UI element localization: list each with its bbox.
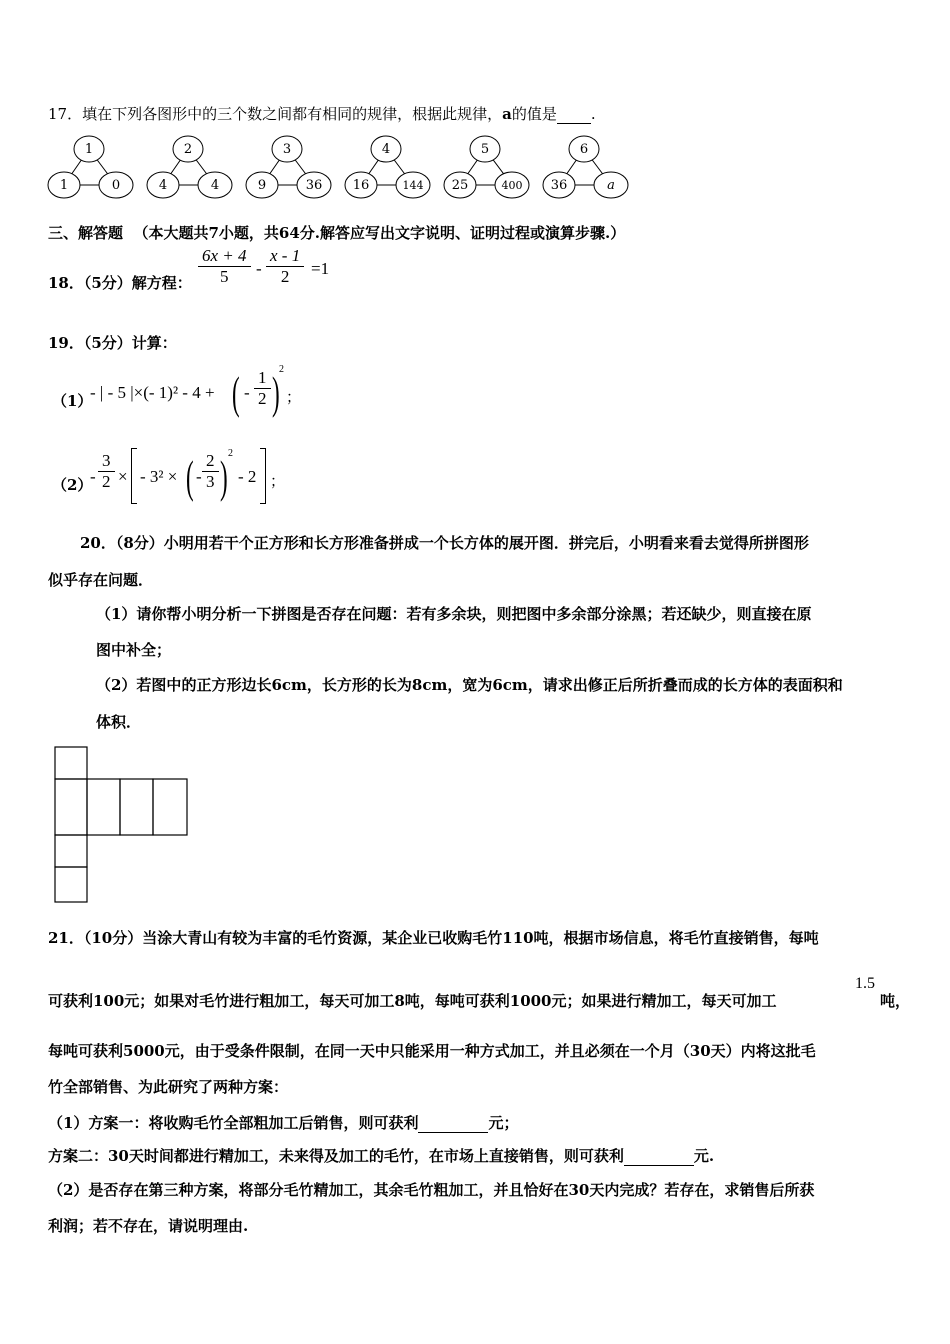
q21-plan1: （1）方案一：将收购毛竹全部粗加工后销售，则可获利 元； [48,1114,519,1132]
q20-part1-line1: （1）请你帮小明分析一下拼图是否存在问题：若有多余块，则把图中多余部分涂黑；若还缺少，则直接在原 [96,605,812,623]
q21-rate-number: 1.5 [855,975,875,992]
q17-text: 17．填在下列各图形中的三个数之间都有相同的规律，根据此规律，a的值是 . [48,105,596,123]
q17-answer-blank [557,105,591,124]
q21-plan2: 方案二：30天时间都进行精加工，未来得及加工的毛竹，在市场上直接销售，则可获利 元. [48,1147,715,1165]
q21-part2-line2: 利润；若不存在，请说明理由. [48,1217,249,1235]
q19-part1-expr: - | - 5 |×(- 1)² - 4 + [90,383,215,402]
q17-node-top-label: 1 [84,142,94,157]
q17-node-top-label: 5 [480,142,490,157]
q20-part2-line1: （2）若图中的正方形边长6cm，长方形的长为8cm，宽为6cm，请求出修正后所折叠而成的长方体的表面积和 [96,676,843,694]
q19-part2-inner: - 3² × [140,467,178,486]
q17-node-top-label: 4 [381,142,391,157]
q17-node-left-label: 1 [59,178,69,193]
q19-label: 19．（5分）计算： [48,334,177,352]
q19-part2-label: （2） [52,476,93,494]
q17-node-right-label: 144 [402,179,424,192]
q21-part2-line1: （2）是否存在第三种方案，将部分毛竹精加工，其余毛竹粗加工，并且恰好在30天内完成？若存在，求销售后所获 [48,1181,815,1199]
q21-line2-end: 吨， [880,992,911,1010]
q17-node-left-label: 9 [257,178,267,193]
q17-node-left-label: 36 [550,178,568,193]
q17-node-top-label: 3 [282,142,292,157]
q19-part2-inner-sign: - [196,467,202,486]
q19-part2-lparen: ( [186,451,194,502]
q19-part2-fraction-2: $\frac{2}{3}$ [202,451,219,492]
net-rect-2 [120,779,153,835]
q17-node-right-label: 0 [111,178,121,193]
net-rect-3 [153,779,187,835]
q17-node-left-label: 4 [158,178,168,193]
q19-part1-fraction: $\frac{1}{2}$ [254,368,271,409]
q17-triangle [246,136,331,198]
q19-part2-rparen: ) [220,451,228,502]
q17-node-right-label: a [607,178,615,193]
q17-triangle [345,136,430,198]
q21-line2: 可获利100元；如果对毛竹进行粗加工，每天可加工8吨，每吨可获利1000元；如果进行精加工，每天可加工 [48,992,777,1010]
q17-node-right-label: 400 [501,179,523,192]
q20-line2: 似乎存在问题． [48,571,154,589]
q19-part1-exponent: 2 [279,364,284,375]
q17-node-left-label: 16 [352,178,370,193]
q19-part1-lparen: ( [232,367,240,418]
net-rect-1 [87,779,120,835]
section3-heading: 三、解答题 （本大题共7小题，共64分.解答应写出文字说明、证明过程或演算步骤.） [48,224,626,242]
q17-node-top-label: 6 [579,142,589,157]
q19-part2-times: × [118,467,128,486]
q18-rhs: =1 [311,259,330,278]
q19-part2-end: ； [270,474,286,490]
q19-part2-exponent: 2 [228,448,233,459]
q17-triangle [48,136,133,198]
q19-part2-fraction-1: $\frac{3}{2}$ [98,451,115,492]
q21-line3: 每吨可获利5000元，由于受条件限制，在同一天中只能采用一种方式加工，并且必须在一个月（30天）内将这批毛 [48,1042,816,1060]
net-square-top [55,747,87,779]
q19-part1-end: ； [286,390,302,406]
q19-part1-inner-sign: - [244,383,250,402]
q21-plan1-blank [418,1114,488,1133]
net-rect-left [55,779,87,835]
q21-line1: 21．（10分）当涂大青山有较为丰富的毛竹资源，某企业已收购毛竹110吨，根据市场信息，将毛竹直接销售，每吨 [48,929,819,947]
q17-node-right-label: 36 [305,178,323,193]
q19-part1-label: （1） [52,392,93,410]
q21-plan2-blank [624,1147,694,1166]
q18-minus: - [256,259,262,278]
q18-fraction-1: $\frac{6x + 4}{5}$ [198,246,251,287]
q17-triangles-figure [44,134,634,202]
q17-triangle [543,136,628,198]
q19-part2-lead-sign: - [90,467,96,486]
q18-fraction-2: $\frac{x - 1}{2}$ [266,246,304,287]
net-square-bottom [55,867,87,902]
q19-part2-lbracket [131,448,137,504]
net-square-mid [55,835,87,867]
q19-part2-rbracket [260,448,266,504]
q20-net-figure [50,744,192,906]
q20-part2-line2: 体积． [96,713,142,731]
q21-line4: 竹全部销售、为此研究了两种方案： [48,1078,289,1096]
q20-part1-line2: 图中补全； [96,641,172,659]
q17-node-left-label: 25 [451,178,469,193]
q17-triangle [147,136,232,198]
q18-label: 18．（5分）解方程： [48,274,192,292]
q17-node-right-label: 4 [210,178,220,193]
q17-triangle [444,136,529,198]
q19-part1-rparen: ) [272,367,280,418]
q19-part2-tail: - 2 [238,467,257,486]
q17-node-top-label: 2 [183,142,193,157]
q20-line1: 20．（8分）小明用若干个正方形和长方形准备拼成一个长方体的展开图．拼完后，小明看来看去觉得所拼图形 [80,534,809,552]
